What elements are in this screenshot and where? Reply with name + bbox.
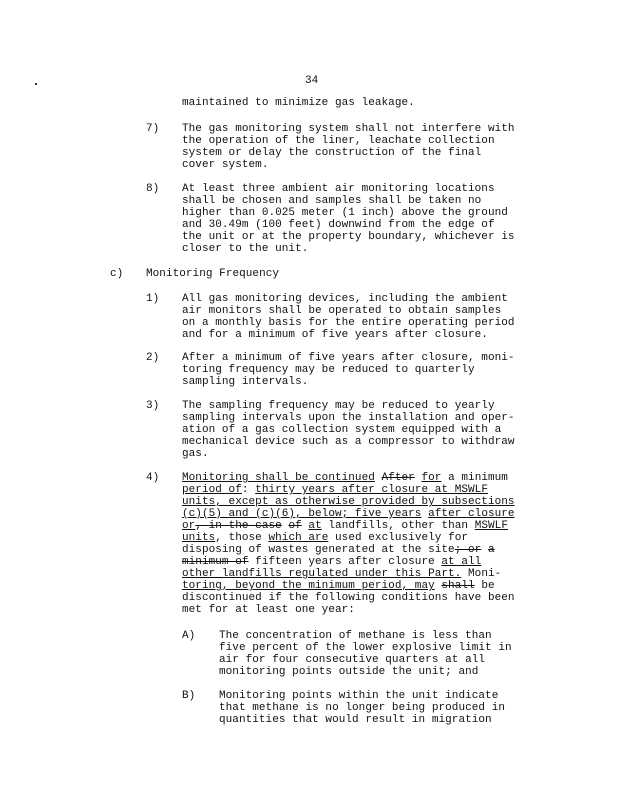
sub-a-line: five percent of the lower explosive limit in <box>219 642 512 654</box>
carryover-line: maintained to minimize gas leakage. <box>182 97 415 109</box>
c4-line: discontinued if the following conditions have been <box>182 592 515 604</box>
sub-a-line: monitoring points outside the unit; and <box>219 666 479 678</box>
c3-line: mechanical device such as a compressor to withdraw <box>182 436 515 448</box>
inserted-text: for <box>421 472 442 484</box>
scan-speck <box>35 83 37 85</box>
c1-line: and for a minimum of five years after closure. <box>182 329 488 341</box>
c4-line <box>182 508 515 520</box>
deleted-text: of <box>288 520 302 532</box>
c4-line: met for at least one year: <box>182 604 355 616</box>
item-8-line: At least three ambient air monitoring locations <box>182 183 495 195</box>
inserted-text: at all <box>441 556 482 568</box>
c4-line: other landfills regulated under this Part. Moni- <box>182 568 502 580</box>
sub-b-line: quantities that would result in migration <box>219 714 492 726</box>
item-8-line: and 30.49m (100 feet) downwind from the edge of <box>182 219 495 231</box>
c4-line: minimum of fifteen years after closure at all <box>182 556 482 568</box>
inserted-text: units, except as otherwise provided by subsections <box>182 496 515 508</box>
item-7-line: the operation of the liner, leachate collection <box>182 135 495 147</box>
c4-number: 4) <box>146 472 160 484</box>
inserted-text: thirty years after closure at MSWLF <box>255 484 488 496</box>
c2-line: toring frequency may be reduced to quarterly <box>182 364 475 376</box>
c4-line: period of: thirty years after closure at MSWLF <box>182 484 488 496</box>
sub-b-line: Monitoring points within the unit indicate <box>219 690 499 702</box>
section-c-label: c) <box>110 268 124 280</box>
deleted-text: a <box>487 544 495 556</box>
item-7-line: The gas monitoring system shall not interfere with <box>182 123 515 135</box>
inserted-text: units <box>182 532 216 544</box>
page-number: 34 <box>305 75 319 87</box>
c3-line: The sampling frequency may be reduced to yearly <box>182 400 495 412</box>
c3-line: ation of a gas collection system equipped with a <box>182 424 502 436</box>
c4-line: disposing of wastes generated at the site; or a <box>182 544 495 556</box>
sub-a-line: air for four consecutive quarters at all <box>219 654 486 666</box>
sub-a-line: The concentration of methane is less than <box>219 630 492 642</box>
item-8-line: higher than 0.025 meter (1 inch) above the ground <box>182 207 508 219</box>
item-8-line: closer to the unit. <box>182 243 309 255</box>
c1-number: 1) <box>146 293 160 305</box>
c4-line: or, in the case of at landfills, other than MSWLF <box>182 520 508 532</box>
inserted-text: at <box>308 520 322 532</box>
deleted-text: shall <box>441 580 475 592</box>
c2-number: 2) <box>146 352 160 364</box>
inserted-text: period of <box>182 484 242 496</box>
sub-b-label: B) <box>182 690 196 702</box>
item-8-line: shall be chosen and samples shall be taken no <box>182 195 482 207</box>
deleted-text: ; or <box>454 544 482 556</box>
c1-line: on a monthly basis for the entire operating period <box>182 317 515 329</box>
inserted-text: other landfills regulated under this Part. <box>182 568 462 580</box>
sub-b-line: that methane is no longer being produced in <box>219 702 505 714</box>
item-8-line: the unit or at the property boundary, whichever is <box>182 231 515 243</box>
deleted-text: minimum of <box>182 556 249 568</box>
deleted-text: in the case <box>208 520 282 532</box>
c3-number: 3) <box>146 400 160 412</box>
item-8-number: 8) <box>146 183 160 195</box>
c2-line: After a minimum of five years after closure, moni- <box>182 352 515 364</box>
c4-line: Monitoring shall be continued After for a minimum <box>182 472 508 484</box>
inserted-text: which are <box>268 532 329 544</box>
inserted-text: (c)(5) and (c)(6), below; five years <box>182 508 422 520</box>
c3-line: gas. <box>182 448 209 460</box>
c4-line: toring, beyond the minimum period, may shall be <box>182 580 495 592</box>
inserted-text: or <box>182 520 196 532</box>
inserted-text: after closure <box>428 508 515 520</box>
deleted-text: After <box>381 472 415 484</box>
inserted-text: Monitoring shall be continued <box>182 472 375 484</box>
inserted-text: MSWLF <box>474 520 508 532</box>
c1-line: All gas monitoring devices, including the ambient <box>182 293 508 305</box>
c4-line <box>182 496 515 508</box>
sub-a-label: A) <box>182 630 196 642</box>
item-7-line: system or delay the construction of the final <box>182 147 482 159</box>
item-7-number: 7) <box>146 123 160 135</box>
c3-line: sampling intervals upon the installation and oper- <box>182 412 515 424</box>
c2-line: sampling intervals. <box>182 376 309 388</box>
inserted-text: toring, beyond the minimum period, may <box>182 580 435 592</box>
c4-line: units, those which are used exclusively for <box>182 532 469 544</box>
c1-line: air monitors shall be operated to obtain samples <box>182 305 502 317</box>
section-c-heading: Monitoring Frequency <box>146 268 280 280</box>
item-7-line: cover system. <box>182 159 269 171</box>
